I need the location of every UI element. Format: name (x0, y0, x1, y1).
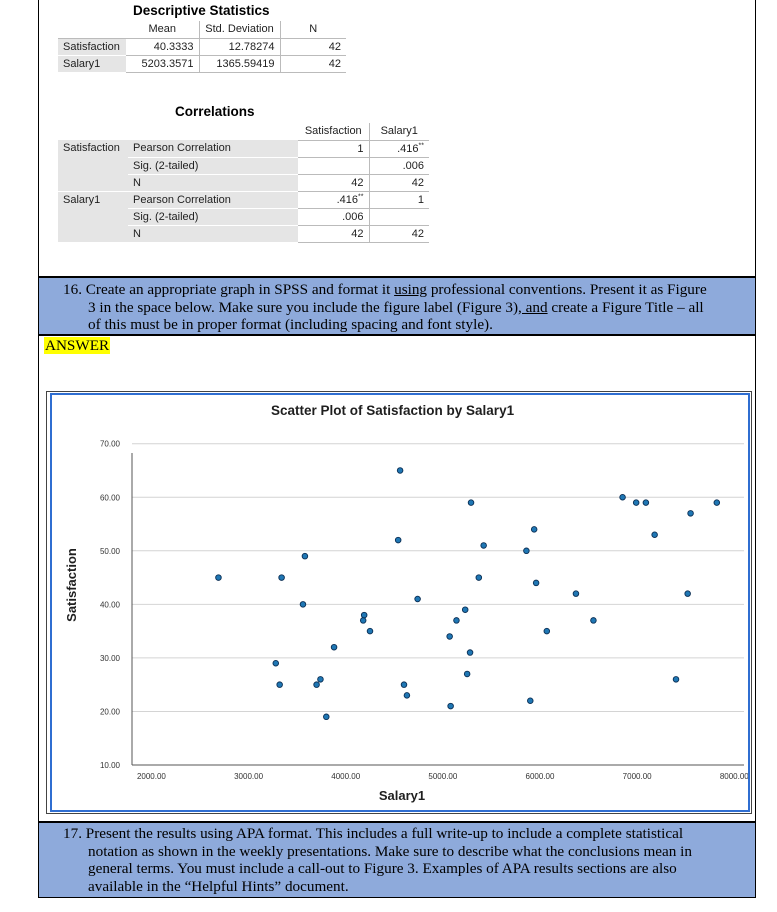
scatter-point (323, 714, 329, 720)
corr-cell: 42 (369, 174, 429, 191)
corr-value: .416 (397, 142, 419, 155)
scatter-point (544, 628, 550, 634)
x-tick-label: 8000.00 (719, 772, 748, 781)
x-tick-label: 5000.00 (428, 772, 458, 781)
x-tick-label: 2000.00 (136, 772, 166, 781)
corr-cell (369, 140, 429, 157)
corr-cell: 1 (369, 191, 429, 208)
scatter-point (643, 500, 649, 506)
q17-text-line: notation as shown in the weekly presentations. Make sure to describe what the conclusions mean in (88, 842, 692, 860)
chart-title: Scatter Plot of Satisfaction by Salary1 (271, 403, 515, 418)
significance-marker: ** (418, 141, 424, 149)
question-number: 17. (63, 825, 82, 842)
y-tick-label: 60.00 (99, 493, 120, 503)
scatter-point (476, 575, 482, 581)
scatter-point (685, 591, 691, 597)
scatter-point (673, 677, 679, 683)
corr-cell: .006 (298, 208, 369, 225)
y-tick-label: 50.00 (99, 546, 120, 556)
desc-cell-sd: 1365.59419 (199, 55, 280, 72)
scatter-point (462, 607, 468, 613)
scatter-point (533, 580, 539, 586)
q16-text-part: create a Figure Title – all (547, 298, 704, 316)
corr-stat-label: N (128, 225, 298, 242)
question-16-text (48, 281, 748, 334)
scatter-point (367, 628, 373, 634)
desc-cell-mean: 40.3333 (126, 38, 199, 55)
answer-label: ANSWER (45, 337, 110, 354)
q17-text-line: Present the results using APA format. This includes a full write-up to include a complete statistical (85, 825, 684, 842)
scatter-point (591, 618, 597, 624)
q16-text-part: 3 in the space below. Make sure you include the figure label (Figure 3 (88, 298, 513, 316)
scatter-point (527, 698, 533, 704)
x-axis-label: Salary1 (378, 788, 426, 803)
scatter-point (404, 693, 410, 699)
scatter-point (361, 612, 367, 618)
scatter-point (401, 682, 407, 688)
corr-header-salary1: Salary1 (369, 123, 429, 140)
scatter-point (524, 548, 530, 554)
grid-lines (132, 444, 744, 712)
desc-row-label: Salary1 (58, 55, 126, 72)
corr-cell: 42 (298, 174, 369, 191)
scatter-point (688, 511, 694, 517)
x-tick-label: 7000.00 (622, 772, 652, 781)
question-17-text (48, 825, 748, 895)
scatter-chart-frame (50, 393, 750, 812)
table-row (58, 55, 346, 72)
corr-value: .416 (336, 193, 359, 206)
significance-marker: ** (358, 192, 364, 200)
table-row (58, 38, 346, 55)
corr-stat-label: Pearson Correlation (128, 140, 298, 157)
scatter-point (314, 682, 320, 688)
desc-cell-n: 42 (280, 38, 346, 55)
y-axis-label: Satisfaction (64, 548, 79, 622)
scatter-point (331, 644, 337, 650)
scatter-point (279, 575, 285, 581)
scatter-point (620, 494, 626, 500)
scatter-point (467, 650, 473, 656)
correlations-title: Correlations (175, 104, 255, 119)
scatter-point (464, 671, 470, 677)
y-tick-label: 70.00 (99, 439, 120, 449)
corr-cell: .006 (369, 157, 429, 174)
scatter-point (273, 660, 279, 666)
x-tick-label: 4000.00 (331, 772, 361, 781)
scatter-point (300, 602, 306, 608)
y-tick-label: 10.00 (99, 761, 120, 770)
scatter-point (415, 596, 421, 602)
tick-labels (100, 440, 748, 781)
corr-cell (298, 191, 369, 208)
axes (132, 453, 744, 765)
scatter-point (447, 634, 453, 640)
desc-row-label: Satisfaction (58, 38, 126, 55)
corr-stat-label: N (128, 174, 298, 191)
table-row (58, 140, 429, 157)
scatter-point (360, 618, 366, 624)
scatter-point (531, 527, 537, 533)
desc-cell-n: 42 (280, 55, 346, 72)
q16-underlined: ), and (512, 298, 548, 316)
q16-text-part: of this must be in proper format (including spacing and font style). (88, 316, 493, 333)
desc-cell-sd: 12.78274 (199, 38, 280, 55)
descriptive-stats-title: Descriptive Statistics (133, 3, 270, 18)
y-tick-label: 40.00 (99, 600, 120, 610)
corr-stat-label: Sig. (2-tailed) (128, 208, 298, 225)
question-number: 16. (63, 281, 82, 298)
desc-header-n: N (280, 21, 346, 38)
scatter-point (481, 543, 487, 549)
scatter-point (395, 537, 401, 543)
scatter-point (216, 575, 222, 581)
correlations-table (58, 123, 429, 243)
scatter-point (448, 703, 454, 709)
corr-var-label: Salary1 (58, 191, 128, 242)
q17-text-line: general terms. You must include a call-out to Figure 3. Examples of APA results sections are also (88, 860, 677, 877)
scatter-point (277, 682, 283, 688)
y-tick-label: 20.00 (99, 707, 120, 717)
desc-header-mean: Mean (126, 21, 199, 38)
scatter-point (397, 468, 403, 474)
corr-var-label: Satisfaction (58, 140, 128, 191)
data-points (216, 468, 720, 720)
q16-text-part: professional conventions. Present it as Figure (427, 281, 707, 298)
scatter-point (573, 591, 579, 597)
q16-underlined: using (394, 281, 428, 298)
scatter-plot (52, 395, 748, 810)
scatter-point (302, 553, 308, 559)
descriptive-stats-table (58, 21, 346, 73)
corr-cell: 1 (298, 140, 369, 157)
table-row (58, 191, 429, 208)
corr-cell (298, 157, 369, 174)
scatter-point (454, 618, 460, 624)
corr-cell (369, 208, 429, 225)
corr-header-satisfaction: Satisfaction (298, 123, 369, 140)
scatter-point (633, 500, 639, 506)
q17-text-line: available in the “Helpful Hints” document. (88, 877, 349, 895)
desc-cell-mean: 5203.3571 (126, 55, 199, 72)
scatter-point (714, 500, 720, 506)
corr-stat-label: Pearson Correlation (128, 191, 298, 208)
y-tick-label: 30.00 (99, 653, 120, 663)
scatter-point (652, 532, 658, 538)
x-tick-label: 3000.00 (234, 772, 264, 781)
scatter-point (318, 677, 324, 683)
scatter-point (468, 500, 474, 506)
q16-text-part: Create an appropriate graph in SPSS and format it (85, 281, 395, 298)
corr-cell: 42 (369, 225, 429, 242)
corr-cell: 42 (298, 225, 369, 242)
corr-stat-label: Sig. (2-tailed) (128, 157, 298, 174)
desc-header-sd: Std. Deviation (199, 21, 280, 38)
x-tick-label: 6000.00 (525, 772, 555, 781)
